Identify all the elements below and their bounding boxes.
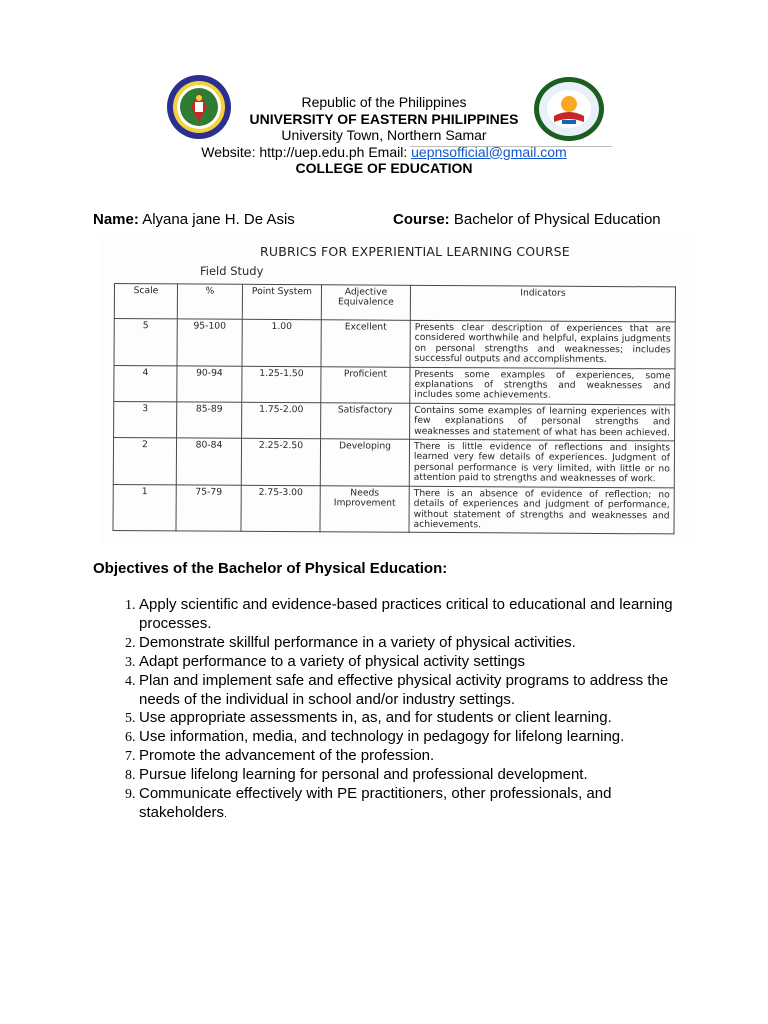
percent-cell: 80-84	[176, 438, 241, 485]
list-item: 4. Plan and implement safe and effective physical activity programs to address the needs of the individual in school and/or industry settings.	[139, 672, 699, 710]
table-row	[113, 484, 674, 534]
list-item: 3. Adapt performance to a variety of physical activity settings	[139, 653, 699, 672]
list-item: 5. Use appropriate assessments in, as, and for students or client learning.	[139, 709, 699, 728]
course-label: Course:	[393, 211, 450, 228]
indicator-cell: Presents some examples of experiences, some explanations of strengths and weaknesses and includes some achievements.	[410, 367, 675, 405]
rubric-header-row	[114, 284, 675, 322]
list-item: 6. Use information, media, and technology in pedagogy for lifelong learning.	[139, 728, 699, 747]
college-name: COLLEGE OF EDUCATION	[295, 160, 473, 176]
student-course	[393, 211, 661, 228]
table-row	[113, 438, 674, 488]
table-row	[114, 401, 675, 441]
points-cell: 1.00	[242, 319, 321, 366]
percent-cell: 75-79	[176, 485, 241, 532]
points-cell: 2.25-2.50	[241, 438, 320, 485]
percent-cell: 95-100	[177, 319, 242, 366]
rubric-title: RUBRICS FOR EXPERIENTIAL LEARNING COURSE	[260, 244, 570, 259]
rubric-table	[112, 283, 676, 535]
scale-cell: 2	[113, 438, 176, 485]
percent-cell: 90-94	[177, 366, 242, 403]
points-cell: 1.25-1.50	[242, 366, 321, 403]
scale-cell: 1	[113, 484, 176, 531]
indicator-cell: There is an absence of evidence of reflection; no details of experiences and judgment of performance, without statement of strengths and weaknesses and achievements.	[409, 486, 674, 534]
table-row	[114, 319, 675, 369]
list-item-text: Communicate effectively with PE practitioners, other professionals, and stakeholders	[139, 785, 612, 821]
list-item: 2. Demonstrate skillful performance in a variety of physical activities.	[139, 634, 699, 653]
rubric-subtitle: Field Study	[200, 264, 264, 278]
email-link[interactable]: uepnsofficial@gmail.com	[411, 143, 567, 160]
list-item-period: .	[224, 808, 227, 820]
header-divider	[410, 146, 612, 147]
name-label: Name:	[93, 211, 139, 228]
adjective-cell: Needs Improvement	[320, 485, 409, 532]
university-address: University Town, Northern Samar	[281, 127, 487, 143]
percent-cell: 85-89	[177, 402, 242, 439]
name-value: Alyana jane H. De Asis	[142, 211, 295, 228]
points-cell: 1.75-2.00	[242, 402, 321, 439]
adjective-cell: Excellent	[321, 320, 410, 367]
col-point-system: Point System	[242, 284, 321, 319]
table-row	[114, 365, 675, 405]
country-line: Republic of the Philippines	[301, 94, 467, 110]
scale-cell: 4	[114, 365, 177, 402]
objectives-list	[112, 596, 699, 825]
student-name	[93, 211, 295, 228]
indicator-cell: Contains some examples of learning experiences with few explanations of personal strengths and weaknesses and statement of what has been achieved.	[410, 403, 675, 441]
scale-cell: 3	[114, 401, 177, 438]
points-cell: 2.75-3.00	[241, 485, 320, 532]
adjective-cell: Proficient	[321, 366, 410, 403]
list-item	[139, 785, 699, 825]
col-scale: Scale	[114, 284, 177, 319]
adjective-cell: Satisfactory	[321, 403, 410, 440]
col-adjective: Adjective Equivalence	[321, 285, 410, 321]
list-item: 8. Pursue lifelong learning for personal and professional development.	[139, 766, 699, 785]
website-text: Website: http://uep.edu.ph Email:	[201, 143, 412, 160]
scale-cell: 5	[114, 319, 177, 366]
adjective-cell: Developing	[320, 439, 409, 486]
list-item: 7. Promote the advancement of the profession.	[139, 747, 699, 766]
letterhead	[180, 94, 588, 177]
col-indicators: Indicators	[410, 285, 675, 322]
university-name: UNIVERSITY OF EASTERN PHILIPPINES	[249, 110, 519, 127]
indicator-cell: There is little evidence of reflections and insights learned very few details of experiences. Judgment of personal performance is very limited, with little or no attention paid to strengths and weaknesses of work.	[409, 439, 674, 487]
list-item: 1. Apply scientific and evidence-based practices critical to educational and learning processes.	[139, 596, 699, 634]
rubric-scan	[100, 238, 690, 544]
indicator-cell: Presents clear description of experiences that are considered worthwhile and helpful, explains judgments on personal strengths and weaknesses; includes successful outputs and accomplishments.	[410, 320, 675, 368]
objectives-heading: Objectives of the Bachelor of Physical Education:	[93, 560, 448, 577]
course-value: Bachelor of Physical Education	[453, 211, 661, 228]
col-percent: %	[177, 284, 242, 319]
